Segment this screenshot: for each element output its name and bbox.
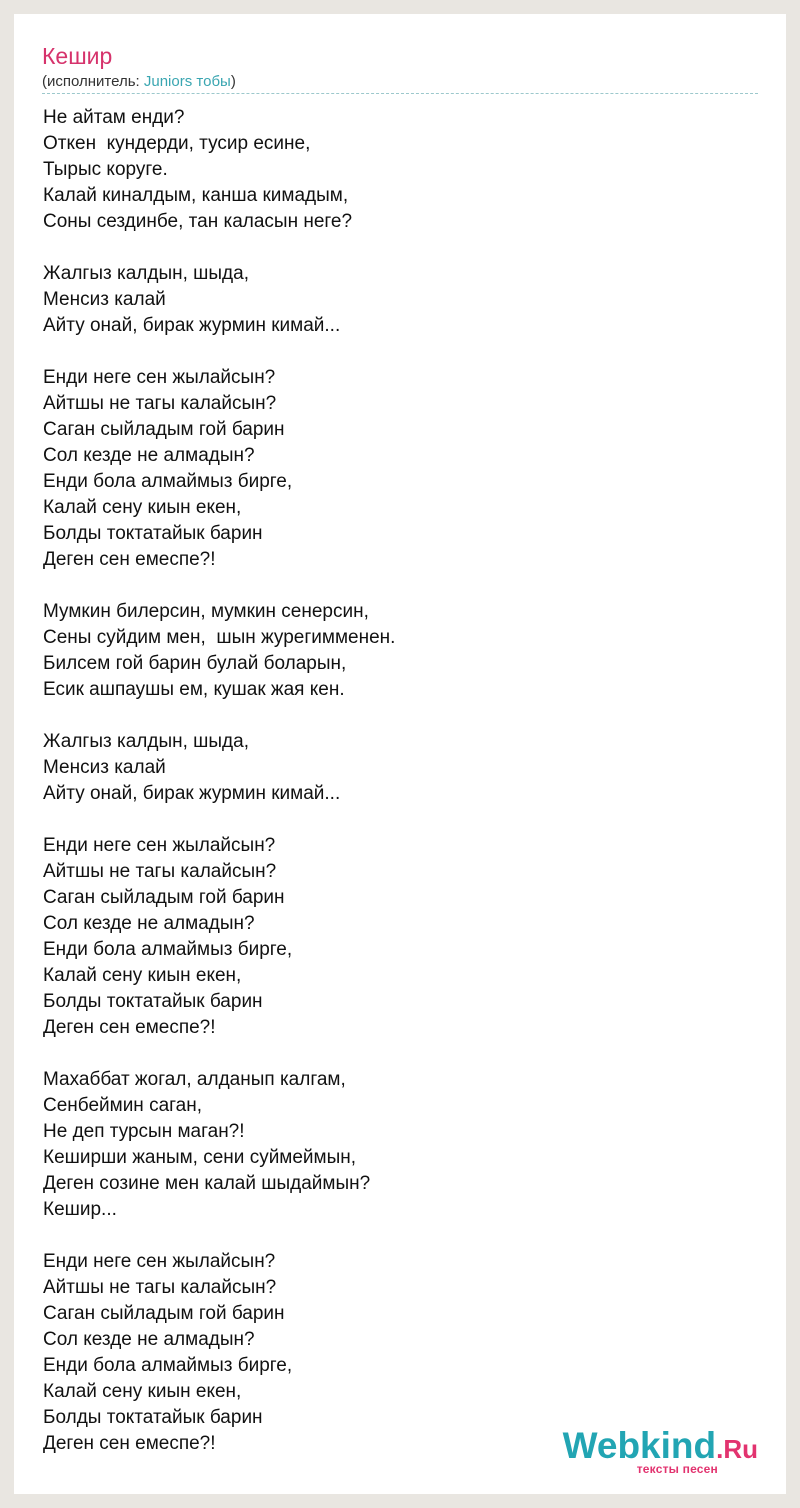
lyric-line: Айтшы не тагы калайсын? — [43, 861, 277, 882]
performer-suffix: ) — [230, 73, 236, 90]
stanza-gap — [43, 573, 395, 599]
webkind-logo[interactable] — [558, 1424, 758, 1474]
lyric-line: Болды токтатайык барин — [43, 1407, 263, 1428]
lyric-line: Сол кезде не алмадын? — [43, 913, 255, 934]
logo-tld: .Ru — [716, 1434, 758, 1464]
lyric-line: Енди бола алмаймыз бирге, — [43, 939, 293, 960]
lyric-line: Калай сену киын екен, — [43, 1381, 242, 1402]
lyric-line: Енди неге сен жылайсын? — [43, 835, 276, 856]
lyric-line: Менсиз калай — [43, 757, 166, 778]
lyric-line: Билсем гой барин булай боларын, — [43, 653, 347, 674]
stanza-gap — [43, 1223, 395, 1249]
lyric-line: Саган сыйладым гой барин — [43, 1303, 285, 1324]
performer-line — [42, 73, 236, 91]
lyric-line: Сол кезде не алмадын? — [43, 1329, 255, 1350]
logo-name: Webkind — [562, 1425, 717, 1466]
lyric-line: Есик ашпаушы ем, кушак жая кен. — [43, 679, 345, 700]
lyric-line: Не айтам енди? — [43, 107, 185, 128]
lyric-line: Енди неге сен жылайсын? — [43, 1251, 276, 1272]
lyric-line: Айтшы не тагы калайсын? — [43, 1277, 277, 1298]
lyric-line: Сол кезде не алмадын? — [43, 445, 255, 466]
lyric-line: Деген сен емеспе?! — [43, 1017, 216, 1038]
lyrics-text — [43, 105, 395, 1457]
lyric-line: Болды токтатайык барин — [43, 523, 263, 544]
song-title: Кешир — [42, 43, 113, 69]
lyric-line: Айтшы не тагы калайсын? — [43, 393, 277, 414]
lyric-line: Енди бола алмаймыз бирге, — [43, 471, 293, 492]
lyric-line: Менсиз калай — [43, 289, 166, 310]
stanza-gap — [43, 235, 395, 261]
lyric-line: Жалгыз калдын, шыда, — [43, 263, 249, 284]
stanza-gap — [43, 1041, 395, 1067]
lyric-line: Калай сену киын екен, — [43, 965, 242, 986]
lyric-line: Кеширши жаным, сени суймеймын, — [43, 1147, 357, 1168]
stanza-gap — [43, 807, 395, 833]
lyric-line: Енди неге сен жылайсын? — [43, 367, 276, 388]
lyric-line: Соны сездинбе, тан каласын неге? — [43, 211, 353, 232]
lyric-line: Деген сен емеспе?! — [43, 1433, 216, 1454]
lyric-line: Махаббат жогал, алданып калгам, — [43, 1069, 346, 1090]
title-divider — [42, 93, 758, 94]
lyric-line: Калай сену киын екен, — [43, 497, 242, 518]
lyric-line: Жалгыз калдын, шыда, — [43, 731, 249, 752]
lyric-line: Айту онай, бирак журмин кимай... — [43, 315, 341, 336]
lyric-line: Откен кундерди, тусир есине, — [43, 133, 311, 154]
lyrics-card — [14, 14, 786, 1494]
lyric-line: Мумкин билерсин, мумкин сенерсин, — [43, 601, 369, 622]
lyric-line: Деген сен емеспе?! — [43, 549, 216, 570]
stanza-gap — [43, 339, 395, 365]
logo-tagline: тексты песен — [636, 1462, 718, 1476]
lyric-line: Саган сыйладым гой барин — [43, 419, 285, 440]
lyric-line: Сены суйдим мен, шын журегимменен. — [43, 627, 396, 648]
lyric-line: Тырыс коруге. — [43, 159, 168, 180]
lyric-line: Болды токтатайык барин — [43, 991, 263, 1012]
stanza-gap — [43, 703, 395, 729]
lyric-line: Айту онай, бирак журмин кимай... — [43, 783, 341, 804]
lyric-line: Кешир... — [43, 1199, 117, 1220]
performer-prefix: (исполнитель: — [42, 73, 144, 90]
lyric-line: Сенбеймин саган, — [43, 1095, 202, 1116]
lyric-line: Саган сыйладым гой барин — [43, 887, 285, 908]
artist-link[interactable]: Juniors тобы — [143, 73, 231, 90]
lyric-line: Деген созине мен калай шыдаймын? — [43, 1173, 371, 1194]
lyric-line: Енди бола алмаймыз бирге, — [43, 1355, 293, 1376]
lyric-line: Калай киналдым, канша кимадым, — [43, 185, 349, 206]
lyric-line: Не деп турсын маган?! — [43, 1121, 245, 1142]
